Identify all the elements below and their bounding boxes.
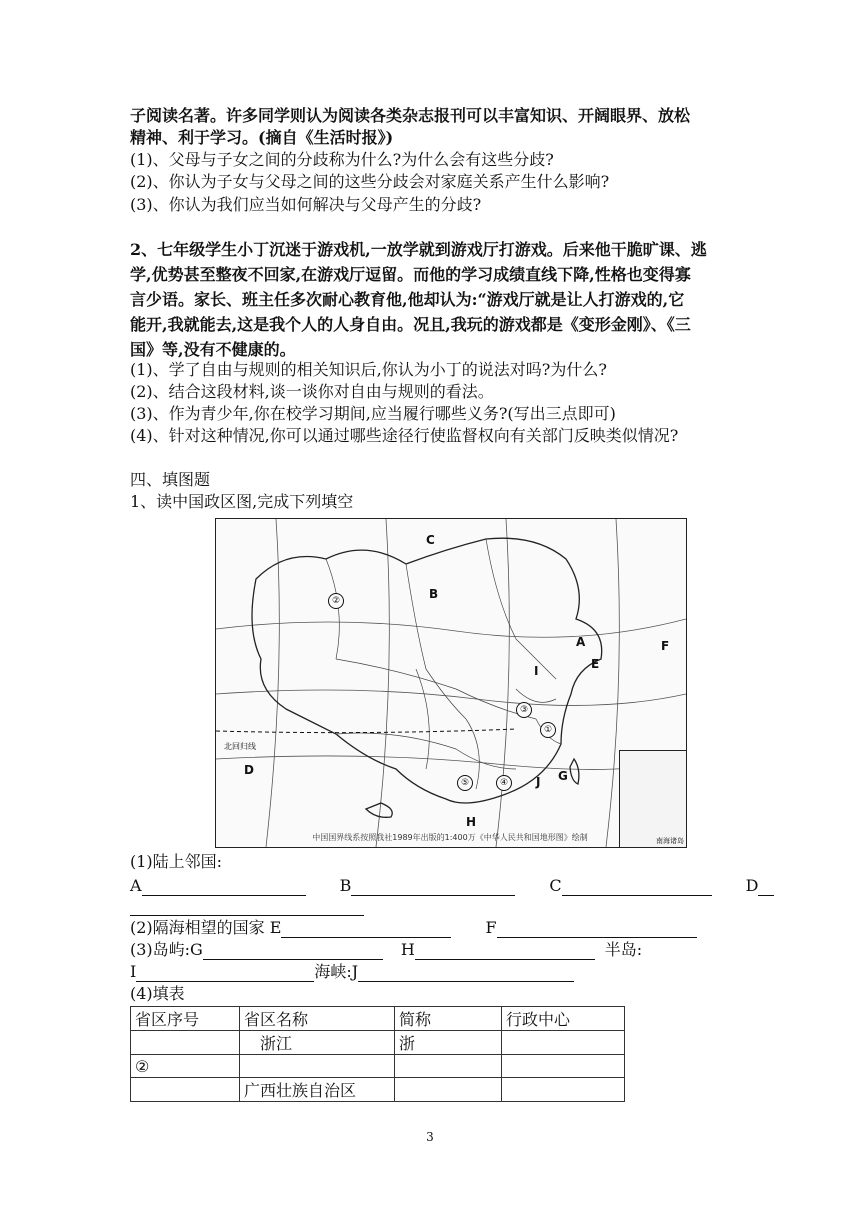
question-text: 1、读中国政区图,完成下列填空 (130, 492, 354, 511)
question-sub: (1)、学了自由与规则的相关知识后,你认为小丁的说法对吗?为什么? (130, 360, 607, 379)
question-sub: (3)、作为青少年,你在校学习期间,应当履行哪些义务?(写出三点即可) (130, 404, 616, 423)
map-label-f: F (661, 639, 670, 653)
map-label-b: B (429, 587, 439, 601)
map-marker-4: ④ (496, 775, 512, 791)
label-i: I (130, 962, 137, 981)
table-row (131, 1055, 625, 1078)
map-caption: 中国国界线系按照我社1989年出版的1:400万《中华人民共和国地形图》绘制 (312, 833, 588, 842)
header-cell: 简称 (395, 1007, 502, 1031)
blank-c[interactable] (562, 879, 712, 896)
question-text: 学,优势甚至整夜不回家,在游戏厅逗留。而他的学习成绩直线下降,性格也变得寡 (130, 265, 691, 284)
fill-prompt: (1)陆上邻国: (130, 852, 223, 871)
question-text: 国》等,没有不健康的。 (130, 340, 296, 359)
label-peninsula: 半岛: (604, 940, 643, 959)
passage-line: 精神、利于学习。(摘自《生活时报》) (130, 128, 394, 147)
question-sub: (4)、针对这种情况,你可以通过哪些途径行使监督权向有关部门反映类似情况? (130, 426, 679, 445)
map-label-d: D (244, 763, 254, 777)
question-sub: (1)、父母与子女之间的分歧称为什么?为什么会有这些分歧? (130, 150, 554, 169)
blank-j[interactable] (358, 965, 574, 982)
map-label-g: G (558, 769, 568, 783)
section-title: 四、填图题 (130, 470, 211, 489)
map-label-a: A (576, 635, 586, 649)
cell[interactable]: 浙江 (240, 1031, 395, 1055)
china-map (215, 518, 687, 848)
fill-row-neighbors (130, 876, 774, 896)
passage-line: 子阅读名著。许多同学则认为阅读各类杂志报刊可以丰富知识、开阔眼界、放松 (130, 106, 691, 125)
fill-row-strait (130, 962, 574, 982)
fill-row-islands (130, 940, 642, 960)
cell[interactable] (131, 1031, 240, 1055)
cell[interactable] (502, 1078, 625, 1102)
blank-i[interactable] (136, 965, 314, 982)
map-label-e: E (591, 657, 600, 671)
blank-d-cont[interactable] (130, 899, 364, 916)
blank-f[interactable] (497, 921, 697, 938)
cell[interactable] (395, 1078, 502, 1102)
question-sub: (2)、结合这段材料,谈一谈你对自由与规则的看法。 (130, 382, 494, 401)
latitude-label: 北回归线 (224, 742, 256, 751)
fill-row-d-cont (130, 896, 364, 916)
cell[interactable] (502, 1055, 625, 1078)
map-lines (216, 519, 686, 847)
question-text: 能开,我就能去,这是我个人的人身自由。况且,我玩的游戏都是《变形金刚》、《三 (130, 315, 691, 334)
province-table (130, 1006, 625, 1102)
inset-label: 南海诸岛 (656, 837, 684, 845)
header-cell: 省区名称 (240, 1007, 395, 1031)
blank-g[interactable] (203, 943, 383, 960)
fill-row-sea (130, 918, 697, 938)
cell[interactable] (502, 1031, 625, 1055)
blank-h[interactable] (415, 943, 595, 960)
header-cell: 行政中心 (502, 1007, 625, 1031)
map-marker-3: ③ (516, 702, 532, 718)
cell[interactable] (395, 1055, 502, 1078)
cell[interactable] (240, 1055, 395, 1078)
map-marker-5: ⑤ (457, 775, 473, 791)
table-header (131, 1007, 625, 1031)
label-e: (2)隔海相望的国家 E (130, 918, 282, 937)
map-marker-1: ① (540, 722, 556, 738)
blank-b[interactable] (351, 879, 515, 896)
label-c: C (549, 876, 562, 895)
map-label-j: J (536, 775, 541, 789)
question-text: 2、七年级学生小丁沉迷于游戏机,一放学就到游戏厅打游戏。后来他干脆旷课、逃 (130, 240, 707, 259)
page-number: 3 (426, 1130, 434, 1144)
label-strait: 海峡:J (314, 962, 359, 981)
map-label-h: H (466, 815, 477, 829)
table-row (131, 1031, 625, 1055)
cell[interactable]: ② (131, 1055, 240, 1078)
label-f: F (485, 918, 497, 937)
blank-a[interactable] (142, 879, 306, 896)
blank-e[interactable] (281, 921, 451, 938)
question-sub: (3)、你认为我们应当如何解决与父母产生的分歧? (130, 195, 482, 214)
cell[interactable]: 浙 (395, 1031, 502, 1055)
fill-prompt-table: (4)填表 (130, 984, 185, 1003)
label-h: H (400, 940, 415, 959)
label-b: B (339, 876, 352, 895)
table-row (131, 1078, 625, 1102)
map-label-c: C (426, 533, 435, 547)
map-marker-2: ② (328, 593, 344, 609)
cell[interactable] (131, 1078, 240, 1102)
header-cell: 省区序号 (131, 1007, 240, 1031)
label-d: D (745, 876, 759, 895)
label-g: (3)岛屿:G (130, 940, 203, 959)
cell[interactable]: 广西壮族自治区 (240, 1078, 395, 1102)
label-a: A (130, 876, 142, 895)
map-label-i: I (534, 664, 539, 678)
question-text: 言少语。家长、班主任多次耐心教育他,他却认为:“游戏厅就是让人打游戏的,它 (130, 290, 685, 309)
question-sub: (2)、你认为子女与父母之间的这些分歧会对家庭关系产生什么影响? (130, 172, 610, 191)
blank-d[interactable] (758, 879, 774, 896)
